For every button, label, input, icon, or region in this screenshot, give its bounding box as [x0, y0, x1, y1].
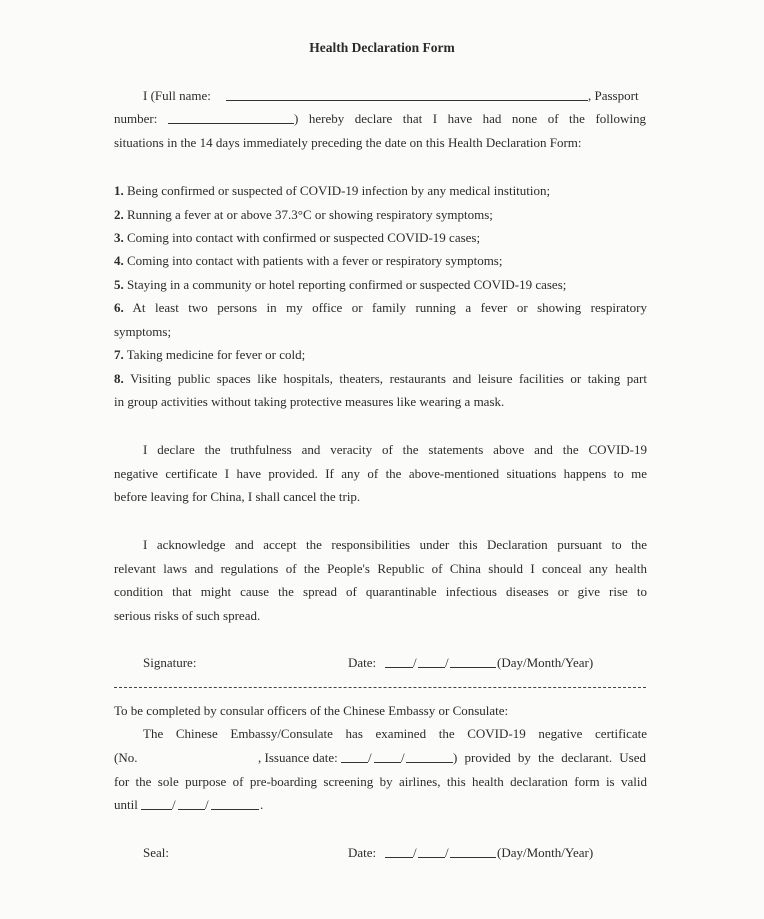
item-number: 4.: [114, 253, 124, 268]
item-2: [114, 207, 647, 223]
valid-until-period: .: [260, 797, 264, 812]
item-text: Staying in a community or hotel reporting confirmed or suspected COVID-19 cases;: [127, 277, 567, 292]
date-separator: /: [401, 750, 405, 765]
seal-label: Seal:: [143, 845, 169, 860]
full-name-label: I (Full name:: [143, 88, 211, 103]
consular-line-1: The Chinese Embassy/Consulate has examined the COVID-19 negative certificate: [143, 726, 647, 741]
certificate-no-label: (No.: [114, 750, 138, 765]
item-text: Running a fever at or above 37.3°C or showing respiratory symptoms;: [127, 207, 493, 222]
full-name-field[interactable]: [226, 88, 588, 101]
item-number: 8.: [114, 371, 124, 386]
item-8-cont: in group activities without taking protective measures like wearing a mask.: [114, 394, 505, 409]
date-separator: /: [172, 797, 176, 812]
item-text: Taking medicine for fever or cold;: [126, 347, 306, 362]
date-separator: /: [445, 845, 449, 860]
item-7: [114, 347, 647, 363]
item-text: Being confirmed or suspected of COVID-19 infection by any medical institution;: [127, 183, 551, 198]
item-number: 7.: [114, 347, 124, 362]
consular-heading: To be completed by consular officers of the Chinese Embassy or Consulate:: [114, 703, 509, 718]
issuance-year-field[interactable]: [406, 750, 453, 763]
form-title: Health Declaration Form: [309, 40, 455, 55]
item-4: [114, 253, 647, 269]
passport-label: , Passport: [588, 88, 639, 103]
seal-year-field[interactable]: [450, 845, 496, 858]
signature-date-label: Date:: [348, 655, 377, 670]
date-separator: /: [413, 845, 417, 860]
issuance-date-label: , Issuance date:: [258, 750, 338, 765]
para2-line-4: serious risks of such spread.: [114, 608, 261, 623]
passport-number-field[interactable]: [168, 111, 294, 124]
para1-line-1: I declare the truthfulness and veracity of the statements above and the COVID-19: [143, 442, 647, 457]
signature-year-field[interactable]: [450, 655, 496, 668]
date-separator: /: [413, 655, 417, 670]
item-number: 3.: [114, 230, 124, 245]
valid-month-field[interactable]: [178, 797, 205, 810]
date-separator: /: [205, 797, 209, 812]
signature-day-field[interactable]: [385, 655, 413, 668]
intro-line-3: situations in the 14 days immediately preceding the date on this Health Declaration Form:: [114, 135, 582, 150]
para2-line-2: relevant laws and regulations of the People's Republic of China should I conceal any health: [114, 561, 647, 576]
dashed-separator: [114, 687, 646, 688]
item-1: [114, 183, 647, 199]
item-text: Visiting public spaces like hospitals, theaters, restaurants and leisure facilities or taking part: [130, 371, 647, 386]
item-6-cont: symptoms;: [114, 324, 172, 339]
signature-date-hint: (Day/Month/Year): [497, 655, 594, 670]
valid-until-label: until: [114, 797, 138, 812]
seal-date-hint: (Day/Month/Year): [497, 845, 594, 860]
item-text: Coming into contact with patients with a fever or respiratory symptoms;: [127, 253, 503, 268]
signature-label: Signature:: [143, 655, 197, 670]
para2-line-1: I acknowledge and accept the responsibilities under this Declaration pursuant to the: [143, 537, 647, 552]
item-text: Coming into contact with confirmed or suspected COVID-19 cases;: [127, 230, 481, 245]
signature-month-field[interactable]: [418, 655, 445, 668]
item-5: [114, 277, 647, 293]
item-number: 2.: [114, 207, 124, 222]
declare-text: ) hereby declare that I have had none of the following: [294, 111, 646, 126]
seal-date-label: Date:: [348, 845, 377, 860]
item-8: [114, 371, 647, 387]
valid-year-field[interactable]: [211, 797, 259, 810]
item-number: 5.: [114, 277, 124, 292]
para1-line-3: before leaving for China, I shall cancel the trip.: [114, 489, 361, 504]
para2-line-3: condition that might cause the spread of quarantinable infectious diseases or give rise to: [114, 584, 647, 599]
item-text: At least two persons in my office or family running a fever or showing respiratory: [132, 300, 647, 315]
item-3: [114, 230, 647, 246]
issuance-month-field[interactable]: [374, 750, 401, 763]
item-number: 6.: [114, 300, 124, 315]
item-number: 1.: [114, 183, 124, 198]
valid-day-field[interactable]: [141, 797, 172, 810]
provided-text: ) provided by the declarant. Used: [453, 750, 646, 765]
seal-day-field[interactable]: [385, 845, 413, 858]
date-separator: /: [368, 750, 372, 765]
date-separator: /: [445, 655, 449, 670]
para1-line-2: negative certificate I have provided. If any of the above-mentioned situations happens to me: [114, 466, 647, 481]
issuance-day-field[interactable]: [341, 750, 368, 763]
seal-month-field[interactable]: [418, 845, 445, 858]
consular-line-3: for the sole purpose of pre-boarding screening by airlines, this health declaration form is valid: [114, 774, 647, 789]
item-6: [114, 300, 647, 316]
number-label: number:: [114, 111, 158, 126]
